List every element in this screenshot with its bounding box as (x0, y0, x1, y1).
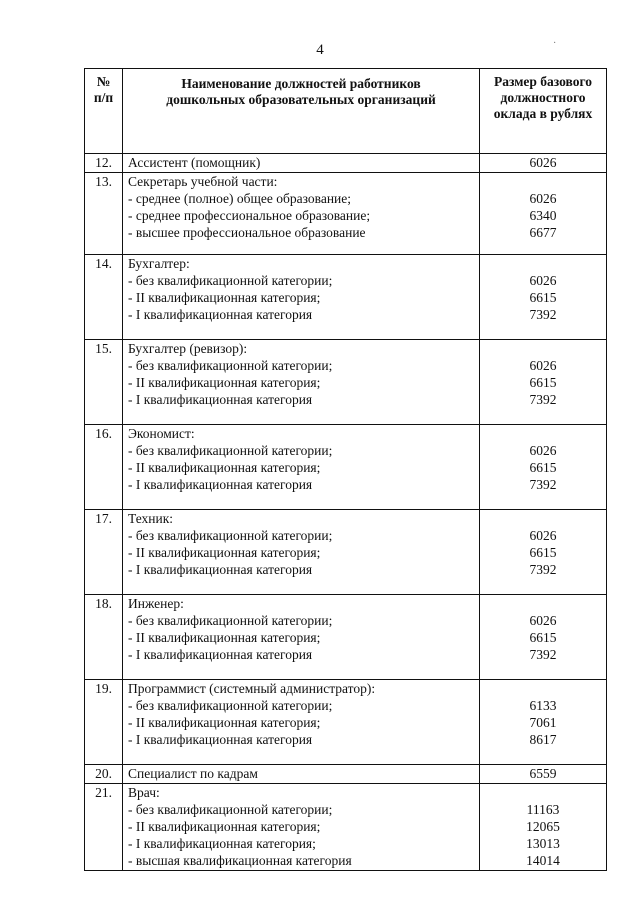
salary-value: 6615 (529, 375, 557, 390)
position-name-cell (123, 510, 480, 595)
salary-value (480, 174, 606, 191)
position-subcategory: - без квалификационной категории; (128, 698, 333, 713)
position-name-cell (123, 154, 480, 173)
header-position-name: Наименование должностей работников дошкольных образовательных организаций (123, 69, 480, 154)
salary-value: 6026 (529, 358, 557, 373)
row-number: 14. (85, 255, 123, 340)
table-row (85, 255, 607, 340)
row-number: 18. (85, 595, 123, 680)
position-title: Ассистент (помощник) (128, 155, 261, 170)
position-subcategory: - I квалификационная категория (128, 647, 313, 662)
salary-value: 6615 (529, 290, 557, 305)
row-number: 12. (85, 154, 123, 173)
position-title: Врач: (128, 785, 160, 800)
position-subcategory: - II квалификационная категория; (128, 819, 321, 834)
row-number: 21. (85, 784, 123, 871)
salary-cell (480, 680, 607, 765)
position-subcategory: - I квалификационная категория (128, 732, 313, 747)
position-subcategory: - II квалификационная категория; (128, 460, 321, 475)
salary-value: 12065 (526, 819, 560, 834)
row-number: 17. (85, 510, 123, 595)
salary-value: 6340 (529, 208, 557, 223)
salary-value: 6026 (529, 443, 557, 458)
position-title: Техник: (128, 511, 174, 526)
position-title: Бухгалтер (ревизор): (128, 341, 248, 356)
salary-value (480, 341, 606, 358)
position-name-cell (123, 255, 480, 340)
position-subcategory: - II квалификационная категория; (128, 290, 321, 305)
salary-value: 8617 (529, 732, 557, 747)
position-title: Бухгалтер: (128, 256, 190, 271)
salary-value: 6615 (529, 630, 557, 645)
salary-table (84, 68, 607, 871)
table-row (85, 340, 607, 425)
row-number: 13. (85, 173, 123, 255)
salary-value: 7392 (529, 307, 557, 322)
salary-value (480, 596, 606, 613)
salary-cell (480, 784, 607, 871)
table-header-row (85, 69, 607, 154)
position-subcategory: - среднее профессиональное образование; (128, 208, 371, 223)
salary-value (480, 426, 606, 443)
salary-value: 7392 (529, 647, 557, 662)
table-row (85, 595, 607, 680)
header-salary: Размер базового должностного оклада в рублях (480, 69, 607, 154)
salary-value: 7061 (529, 715, 557, 730)
position-subcategory: - без квалификационной категории; (128, 528, 333, 543)
salary-cell (480, 154, 607, 173)
row-number: 19. (85, 680, 123, 765)
position-title: Секретарь учебной части: (128, 174, 278, 189)
position-name-cell (123, 425, 480, 510)
position-subcategory: - среднее (полное) общее образование; (128, 191, 352, 206)
salary-value: 14014 (526, 853, 560, 868)
salary-value: 6026 (529, 613, 557, 628)
position-subcategory: - I квалификационная категория (128, 477, 313, 492)
position-name-cell (123, 784, 480, 871)
position-subcategory: - без квалификационной категории; (128, 358, 333, 373)
row-number: 16. (85, 425, 123, 510)
header-number: № п/п (85, 69, 123, 154)
salary-value: 13013 (526, 836, 560, 851)
page-number: 4 (316, 42, 324, 58)
table-row (85, 784, 607, 871)
position-title: Специалист по кадрам (128, 766, 258, 781)
salary-value: 7392 (529, 477, 557, 492)
salary-cell (480, 425, 607, 510)
salary-cell (480, 340, 607, 425)
salary-value: 6615 (529, 460, 557, 475)
position-subcategory: - II квалификационная категория; (128, 715, 321, 730)
salary-value: 6615 (529, 545, 557, 560)
table-row (85, 680, 607, 765)
position-subcategory: - I квалификационная категория (128, 392, 313, 407)
table-row (85, 765, 607, 784)
position-subcategory: - высшее профессиональное образование (128, 225, 366, 240)
position-name-cell (123, 340, 480, 425)
salary-cell (480, 765, 607, 784)
table-row (85, 425, 607, 510)
position-subcategory: - I квалификационная категория (128, 562, 313, 577)
salary-cell (480, 595, 607, 680)
salary-value (480, 681, 606, 698)
position-subcategory: - I квалификационная категория; (128, 836, 316, 851)
salary-cell (480, 173, 607, 255)
table-row (85, 154, 607, 173)
position-subcategory: - I квалификационная категория (128, 307, 313, 322)
position-subcategory: - без квалификационной категории; (128, 802, 333, 817)
position-name-cell (123, 680, 480, 765)
salary-value: 7392 (529, 392, 557, 407)
salary-value: 6026 (529, 273, 557, 288)
row-number: 20. (85, 765, 123, 784)
salary-value: 6026 (529, 155, 557, 170)
position-subcategory: - без квалификационной категории; (128, 613, 333, 628)
salary-value: 6026 (529, 528, 557, 543)
position-name-cell (123, 595, 480, 680)
position-title: Экономист: (128, 426, 195, 441)
position-subcategory: - без квалификационной категории; (128, 273, 333, 288)
salary-value: 7392 (529, 562, 557, 577)
row-number: 15. (85, 340, 123, 425)
position-subcategory: - II квалификационная категория; (128, 375, 321, 390)
position-name-cell (123, 173, 480, 255)
salary-cell (480, 510, 607, 595)
position-title: Инженер: (128, 596, 184, 611)
salary-value (480, 785, 606, 802)
salary-value: 6026 (529, 191, 557, 206)
salary-value: 6559 (529, 766, 557, 781)
table-row (85, 173, 607, 255)
position-subcategory: - II квалификационная категория; (128, 630, 321, 645)
position-subcategory: - II квалификационная категория; (128, 545, 321, 560)
position-title: Программист (системный администратор): (128, 681, 376, 696)
position-name-cell (123, 765, 480, 784)
table-row (85, 510, 607, 595)
scan-speck: · (553, 38, 557, 49)
salary-value: 11163 (526, 802, 560, 817)
salary-value (480, 256, 606, 273)
position-subcategory: - высшая квалификационная категория (128, 853, 352, 868)
salary-value: 6677 (529, 225, 557, 240)
salary-value: 6133 (529, 698, 557, 713)
position-subcategory: - без квалификационной категории; (128, 443, 333, 458)
salary-cell (480, 255, 607, 340)
salary-value (480, 511, 606, 528)
